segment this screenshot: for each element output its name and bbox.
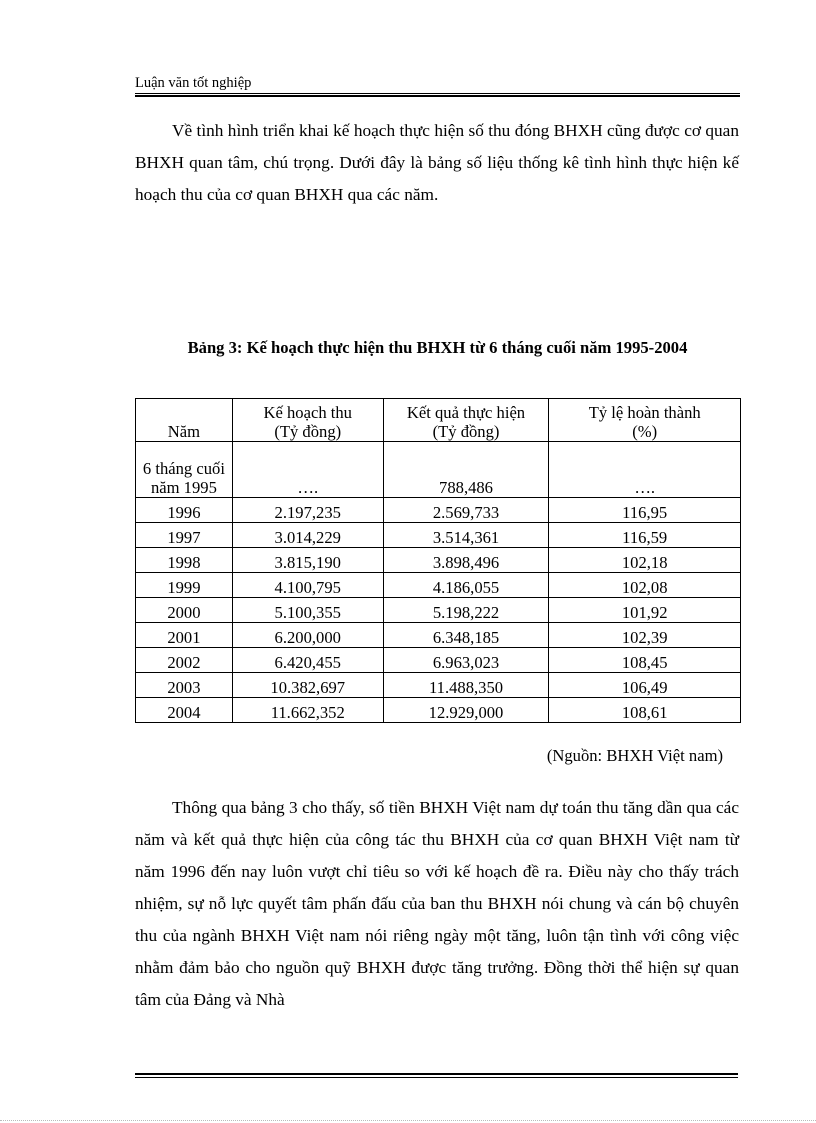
header-plan: Kế hoạch thu (Tỷ đồng) — [232, 399, 383, 442]
cell-result: 5.198,222 — [383, 598, 549, 623]
cell-year: 2001 — [136, 623, 233, 648]
cell-rate: 116,95 — [549, 498, 741, 523]
cell-plan: 3.014,229 — [232, 523, 383, 548]
table-row — [136, 523, 741, 548]
cell-result: 2.569,733 — [383, 498, 549, 523]
table-row — [136, 623, 741, 648]
cell-result: 4.186,055 — [383, 573, 549, 598]
header-year: Năm — [136, 399, 233, 442]
table-row — [136, 548, 741, 573]
cell-year: 2002 — [136, 648, 233, 673]
cell-plan: 5.100,355 — [232, 598, 383, 623]
cell-year: 2000 — [136, 598, 233, 623]
cell-year: 2003 — [136, 673, 233, 698]
cell-year: 1999 — [136, 573, 233, 598]
cell-year: 1997 — [136, 523, 233, 548]
cell-year: 6 tháng cuối năm 1995 — [136, 442, 233, 498]
cell-result: 12.929,000 — [383, 698, 549, 723]
table-caption: Bảng 3: Kế hoạch thực hiện thu BHXH từ 6 tháng cuối năm 1995-2004 — [187, 338, 688, 357]
cell-year: 1998 — [136, 548, 233, 573]
cell-plan: 11.662,352 — [232, 698, 383, 723]
table-row — [136, 442, 741, 498]
revenue-plan-table — [135, 398, 741, 723]
cell-plan: 10.382,697 — [232, 673, 383, 698]
footer-divider — [135, 1073, 738, 1078]
table-row — [136, 648, 741, 673]
cell-result: 3.514,361 — [383, 523, 549, 548]
cell-plan: 6.420,455 — [232, 648, 383, 673]
cell-plan: 6.200,000 — [232, 623, 383, 648]
cell-plan: …. — [232, 442, 383, 498]
table-row — [136, 673, 741, 698]
table-header-row — [136, 399, 741, 442]
cell-plan: 4.100,795 — [232, 573, 383, 598]
page-bottom-edge — [0, 1120, 816, 1121]
cell-rate: …. — [549, 442, 741, 498]
cell-result: 6.963,023 — [383, 648, 549, 673]
analysis-paragraph: Thông qua bảng 3 cho thấy, số tiền BHXH Việt nam dự toán thu tăng dần qua các năm và kết quả thực hiện của công tác thu BHXH của cơ quan BHXH Việt nam từ năm 1996 đến nay luôn vượt chỉ tiêu so với kế hoạch đề ra. Điều này cho thấy trách nhiệm, sự nỗ lực quyết tâm phấn đấu của ban thu BHXH nói chung và cán bộ chuyên thu của ngành BHXH Việt nam nói riêng ngày một tăng, luôn tận tình với công việc nhằm đảm bảo cho nguồn quỹ BHXH được tăng trưởng. Đồng thời thể hiện sự quan tâm của Đảng và Nhà — [135, 798, 739, 1009]
table-source-note: (Nguồn: BHXH Việt nam) — [546, 746, 723, 765]
cell-rate: 102,18 — [549, 548, 741, 573]
cell-year: 1996 — [136, 498, 233, 523]
cell-rate: 116,59 — [549, 523, 741, 548]
header-result: Kết quả thực hiện (Tỷ đồng) — [383, 399, 549, 442]
table-row — [136, 598, 741, 623]
cell-result: 3.898,496 — [383, 548, 549, 573]
cell-rate: 102,08 — [549, 573, 741, 598]
table-row — [136, 698, 741, 723]
cell-rate: 102,39 — [549, 623, 741, 648]
table-row — [136, 573, 741, 598]
cell-result: 788,486 — [383, 442, 549, 498]
cell-rate: 101,92 — [549, 598, 741, 623]
cell-result: 6.348,185 — [383, 623, 549, 648]
cell-rate: 108,61 — [549, 698, 741, 723]
header-divider — [135, 93, 740, 97]
cell-plan: 3.815,190 — [232, 548, 383, 573]
cell-rate: 106,49 — [549, 673, 741, 698]
table-row — [136, 498, 741, 523]
intro-paragraph: Về tình hình triển khai kế hoạch thực hiện số thu đóng BHXH cũng được cơ quan BHXH quan tâm, chú trọng. Dưới đây là bảng số liệu thống kê tình hình thực hiện kế hoạch thu của cơ quan BHXH qua các năm. — [135, 121, 739, 204]
cell-year: 2004 — [136, 698, 233, 723]
header-rate: Tỷ lệ hoàn thành (%) — [549, 399, 741, 442]
page-header-title: Luận văn tốt nghiệp — [135, 75, 252, 91]
cell-rate: 108,45 — [549, 648, 741, 673]
cell-result: 11.488,350 — [383, 673, 549, 698]
cell-plan: 2.197,235 — [232, 498, 383, 523]
